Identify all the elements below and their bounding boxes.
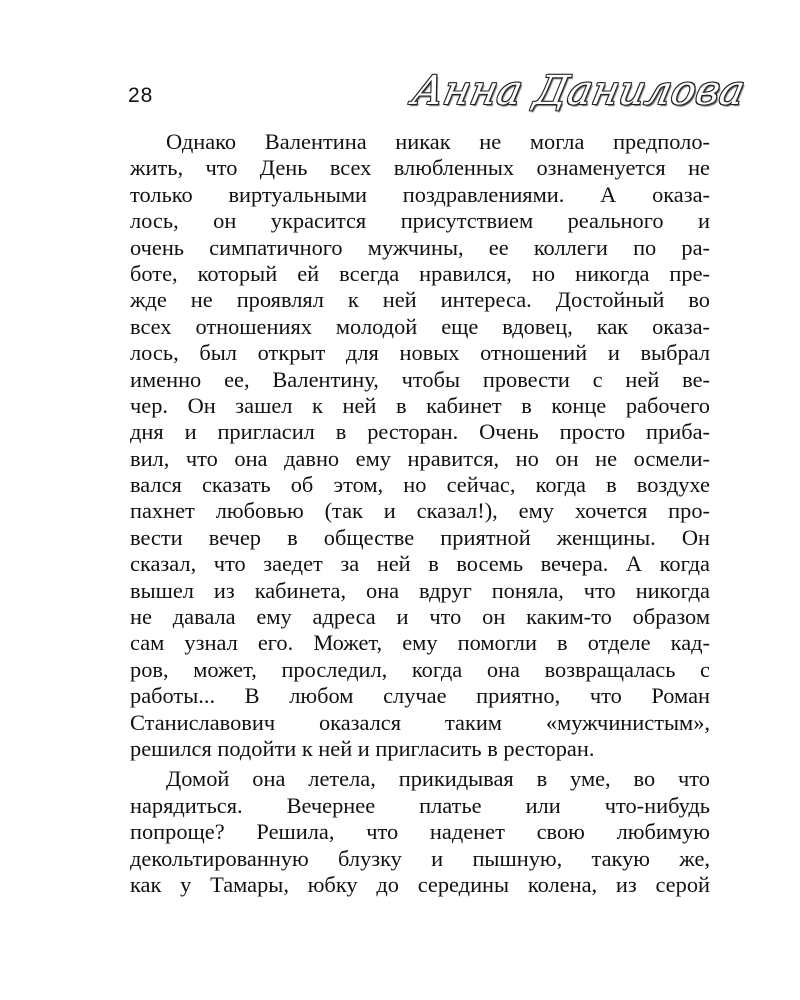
- text-line: лось, был открыт для новых отношений и выбрал: [130, 340, 710, 366]
- body-text: [130, 129, 710, 898]
- text-line: вался сказать об этом, но сейчас, когда в воздухе: [130, 472, 710, 498]
- text-line: жить, что День всех влюбленных ознаменуется не: [130, 155, 710, 181]
- text-line: только виртуальными поздравлениями. А оказа-: [130, 181, 710, 207]
- text-line: не давала ему адреса и что он каким-то образом: [130, 604, 710, 630]
- text-line: лось, он украсится присутствием реального и: [130, 208, 710, 234]
- text-line: боте, который ей всегда нравился, но никогда пре-: [130, 260, 710, 286]
- text-line: всех отношениях молодой еще вдовец, как оказа-: [130, 313, 710, 339]
- text-line: нарядиться. Вечернее платье или что-нибудь: [130, 792, 710, 818]
- text-line: чер. Он зашел к ней в кабинет в конце рабочего: [130, 392, 710, 418]
- text-line: декольтированную блузку и пышную, такую же,: [130, 845, 710, 871]
- text-line: жде не проявлял к ней интереса. Достойный во: [130, 287, 710, 313]
- author-logo: Анна Данилова: [408, 68, 750, 114]
- text-line: вышел из кабинета, она вдруг поняла, что никогда: [130, 577, 710, 603]
- text-line: очень симпатичного мужчины, ее коллеги по ра-: [130, 234, 710, 260]
- text-line: вил, что она давно ему нравится, но он не осмели-: [130, 445, 710, 471]
- text-line: сам узнал его. Может, ему помогли в отделе кад-: [130, 630, 710, 656]
- paragraph: [130, 129, 710, 762]
- text-line: как у Тамары, юбку до середины колена, из серой: [130, 871, 710, 897]
- text-line: сказал, что заедет за ней в восемь вечера. А когда: [130, 551, 710, 577]
- text-line: дня и пригласил в ресторан. Очень просто приба-: [130, 419, 710, 445]
- text-line: Станиславович оказался таким «мужчинистым»,: [130, 709, 710, 735]
- text-line: Домой она летела, прикидывая в уме, во что: [166, 766, 710, 792]
- page-number: 28: [128, 84, 154, 107]
- paragraph: [130, 766, 710, 898]
- text-line: ров, может, проследил, когда она возвращалась с: [130, 656, 710, 682]
- text-line: попроще? Решила, что наденет свою любимую: [130, 819, 710, 845]
- text-line: решился подойти к ней и пригласить в ресторан.: [130, 735, 595, 761]
- text-line: работы... В любом случае приятно, что Роман: [130, 683, 710, 709]
- text-line: пахнет любовью (так и сказал!), ему хочется про-: [130, 498, 710, 524]
- text-line: вести вечер в обществе приятной женщины. Он: [130, 524, 710, 550]
- text-line: Однако Валентина никак не могла предполо-: [166, 129, 710, 154]
- text-line: именно ее, Валентину, чтобы провести с ней ве-: [130, 366, 710, 392]
